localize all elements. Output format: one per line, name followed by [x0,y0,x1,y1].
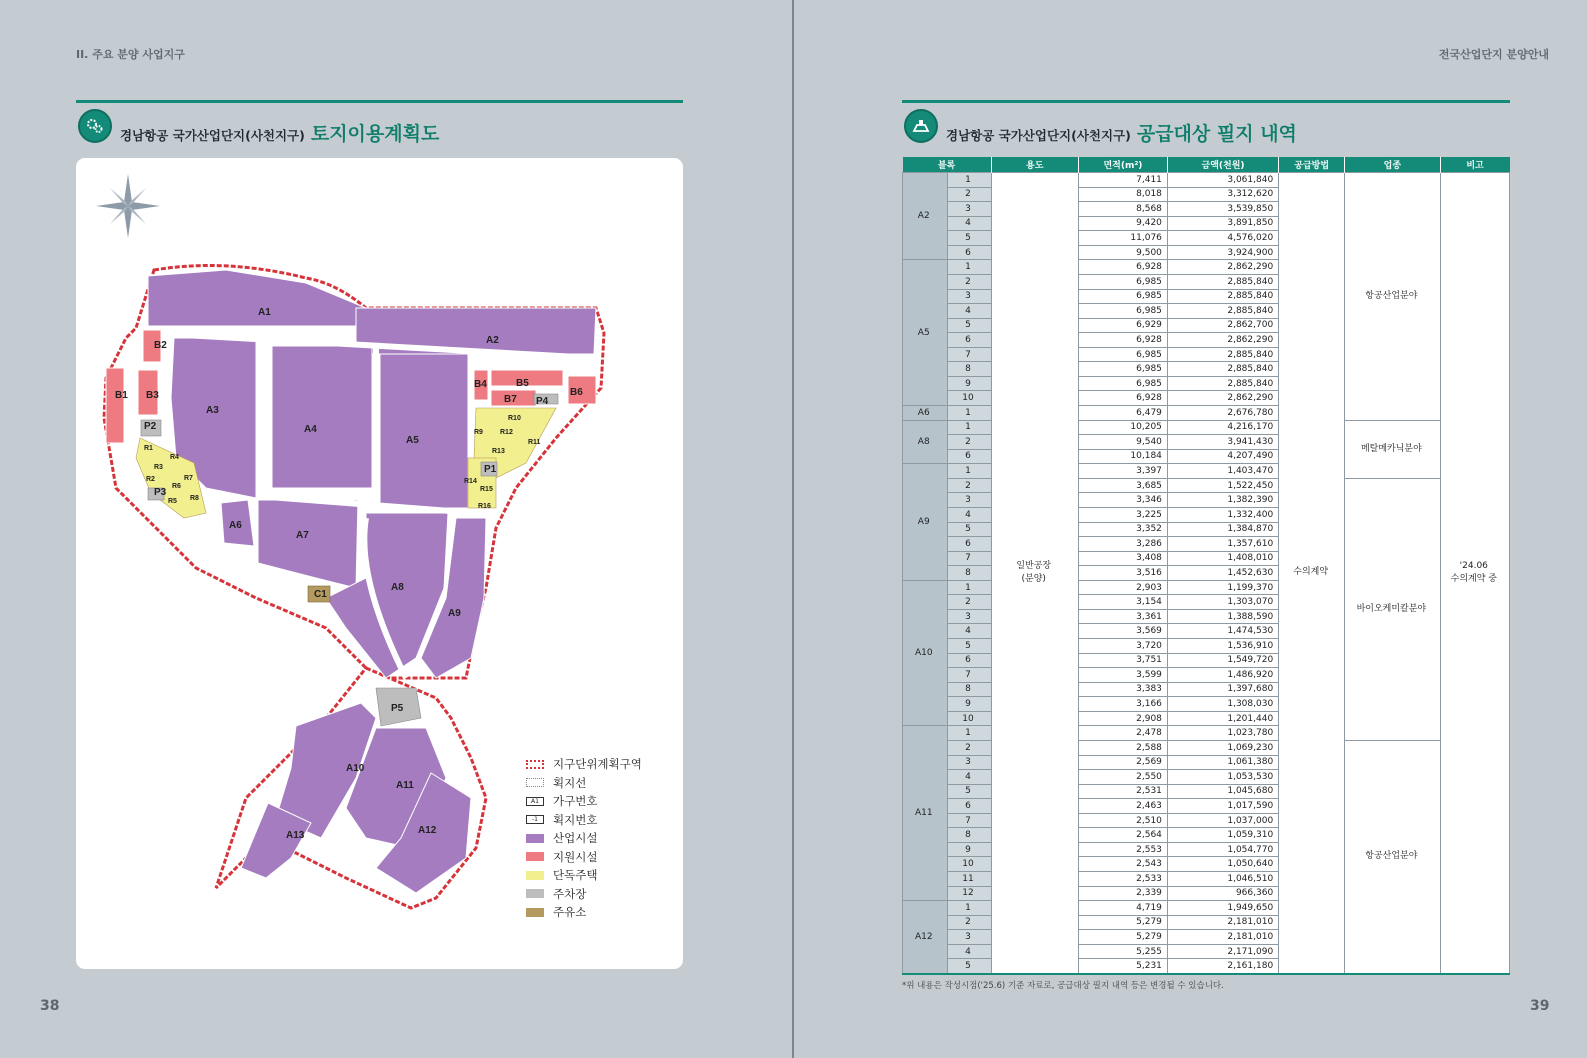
cell-industry: 바이오케미칼분야 [1345,478,1440,740]
table-row [903,173,1510,188]
cell-price: 1,397,680 [1167,682,1278,697]
cell-block: A2 [903,173,948,260]
cell-price: 1,023,780 [1167,726,1278,741]
cell-area: 8,018 [1078,187,1167,202]
cell-lot: 9 [947,842,991,857]
cell-area: 2,569 [1078,755,1167,770]
map-label-b4: B4 [474,379,487,390]
cell-price: 1,050,640 [1167,857,1278,872]
cell-lot: 4 [947,304,991,319]
cell-lot: 1 [947,580,991,595]
cell-area: 2,588 [1078,740,1167,755]
cell-price: 2,885,840 [1167,304,1278,319]
map-label-r1: R1 [144,445,153,452]
map-label-r4: R4 [170,454,179,461]
map-label-r16: R16 [478,503,491,510]
right-section-heading [902,100,1510,155]
cell-price: 1,474,530 [1167,624,1278,639]
right-running-header: 전국산업단지 분양안내 [1438,48,1549,61]
cell-area: 3,397 [1078,464,1167,479]
cell-area: 6,985 [1078,289,1167,304]
map-block-b1 [106,368,124,443]
cell-lot: 5 [947,639,991,654]
cell-area: 2,564 [1078,828,1167,843]
map-label-r8: R8 [190,495,199,502]
cell-price: 1,037,000 [1167,813,1278,828]
cell-area: 11,076 [1078,231,1167,246]
cell-price: 1,388,590 [1167,609,1278,624]
left-running-header: II. 주요 분양 사업지구 [76,48,185,61]
cell-price: 966,360 [1167,886,1278,901]
cell-price: 1,053,530 [1167,770,1278,785]
cell-lot: 7 [947,813,991,828]
map-label-a6: A6 [229,520,242,531]
cell-price: 1,303,070 [1167,595,1278,610]
cell-lot: 6 [947,799,991,814]
cell-price: 2,171,090 [1167,944,1278,959]
cell-price: 4,216,170 [1167,420,1278,435]
cell-area: 3,352 [1078,522,1167,537]
map-label-r14: R14 [464,478,477,485]
legend-item: 주유소 [526,903,642,922]
map-label-a3: A3 [206,405,219,416]
cell-price: 2,862,290 [1167,260,1278,275]
cell-lot: 11 [947,872,991,887]
map-label-r12: R12 [500,429,513,436]
section-title: 토지이용계획도 [310,123,440,145]
map-label-r15: R15 [480,486,493,493]
cell-lot: 2 [947,740,991,755]
cell-price: 2,885,840 [1167,289,1278,304]
cell-area: 6,928 [1078,333,1167,348]
cell-price: 1,059,310 [1167,828,1278,843]
footnote: *위 내용은 작성시점('25.6) 기준 자료로, 공급대상 필지 내역 등은 변경될 수 있습니다. [902,981,1224,991]
legend-item: 산업시설 [526,829,642,848]
cell-lot: 8 [947,828,991,843]
section-subtitle: 경남항공 국가산업단지(사천지구) [120,128,305,143]
cell-area: 3,286 [1078,537,1167,552]
col-header-industry: 업종 [1345,157,1440,173]
cell-price: 1,357,610 [1167,537,1278,552]
land-use-map-card [76,158,683,969]
cell-area: 6,928 [1078,260,1167,275]
cell-industry: 항공산업분야 [1345,740,1440,974]
cell-block: A11 [903,726,948,901]
map-label-r7: R7 [184,475,193,482]
cell-lot: 2 [947,915,991,930]
cell-lot: 9 [947,376,991,391]
map-label-a5: A5 [406,435,419,446]
cell-lot: 6 [947,653,991,668]
cell-area: 6,985 [1078,362,1167,377]
cell-price: 3,539,850 [1167,202,1278,217]
cell-area: 3,154 [1078,595,1167,610]
cell-area: 9,540 [1078,435,1167,450]
cell-lot: 4 [947,944,991,959]
cell-area: 3,599 [1078,668,1167,683]
cell-area: 6,985 [1078,347,1167,362]
map-label-b2: B2 [154,340,167,351]
cell-area: 2,550 [1078,770,1167,785]
cell-lot: 4 [947,624,991,639]
cell-lot: 7 [947,551,991,566]
cell-lot: 3 [947,289,991,304]
cell-block: A9 [903,464,948,581]
map-label-b1: B1 [115,390,128,401]
cell-lot: 1 [947,420,991,435]
cell-lot: 2 [947,274,991,289]
cell-lot: 1 [947,173,991,188]
cell-lot: 9 [947,697,991,712]
cell-lot: 5 [947,231,991,246]
cell-price: 1,046,510 [1167,872,1278,887]
cell-lot: 6 [947,245,991,260]
cell-lot: 6 [947,333,991,348]
cell-area: 6,985 [1078,274,1167,289]
map-label-a12: A12 [418,825,437,836]
cell-lot: 3 [947,609,991,624]
cell-area: 3,225 [1078,507,1167,522]
legend-item: 지구단위계획구역 [526,755,642,774]
compass-rose-icon [96,174,160,238]
cell-lot: 3 [947,202,991,217]
col-header-method: 공급방법 [1279,157,1345,173]
land-parcel-icon [904,109,938,143]
cell-price: 1,549,720 [1167,653,1278,668]
map-label-r13: R13 [492,448,505,455]
cell-price: 1,408,010 [1167,551,1278,566]
cell-industry: 항공산업분야 [1345,173,1440,421]
map-label-c1: C1 [314,589,327,600]
map-label-a8: A8 [391,582,404,593]
cell-area: 7,411 [1078,173,1167,188]
cell-area: 2,903 [1078,580,1167,595]
map-label-p1: P1 [484,464,497,475]
cell-lot: 5 [947,959,991,974]
cell-price: 3,924,900 [1167,245,1278,260]
cell-price: 1,069,230 [1167,740,1278,755]
map-label-r5: R5 [168,498,177,505]
cell-price: 1,452,630 [1167,566,1278,581]
cell-area: 8,568 [1078,202,1167,217]
col-header-price: 금액(천원) [1167,157,1278,173]
cell-price: 1,403,470 [1167,464,1278,479]
cell-lot: 7 [947,347,991,362]
cell-block: A12 [903,901,948,974]
cell-lot: 6 [947,449,991,464]
cell-lot: 6 [947,537,991,552]
right-page-number: 39 [1530,998,1550,1014]
cell-price: 2,885,840 [1167,274,1278,289]
cell-area: 6,985 [1078,376,1167,391]
map-label-r11: R11 [528,439,541,446]
map-label-r3: R3 [154,464,163,471]
cell-price: 3,312,620 [1167,187,1278,202]
cell-price: 2,885,840 [1167,376,1278,391]
cell-area: 5,255 [1078,944,1167,959]
supply-lot-table [902,157,1510,975]
cell-price: 2,181,010 [1167,930,1278,945]
map-label-a4: A4 [304,424,317,435]
cell-lot: 1 [947,726,991,741]
map-label-b3: B3 [146,390,159,401]
cell-area: 6,928 [1078,391,1167,406]
cell-area: 2,531 [1078,784,1167,799]
col-header-remarks: 비고 [1440,157,1509,173]
left-section-heading [76,100,683,155]
cell-price: 2,161,180 [1167,959,1278,974]
cell-lot: 7 [947,668,991,683]
map-label-b7: B7 [504,394,517,405]
cell-remarks: '24.06 수의계약 중 [1440,173,1509,974]
section-title: 공급대상 필지 내역 [1136,123,1297,145]
cell-lot: 4 [947,507,991,522]
map-label-r2: R2 [146,476,155,483]
cell-price: 1,536,910 [1167,639,1278,654]
col-header-area: 면적(m²) [1078,157,1167,173]
cell-price: 1,949,650 [1167,901,1278,916]
cell-lot: 1 [947,406,991,421]
cell-lot: 8 [947,566,991,581]
cell-price: 2,181,010 [1167,915,1278,930]
cell-use: 일반공장 (분양) [991,173,1078,974]
cell-area: 2,543 [1078,857,1167,872]
cell-lot: 4 [947,770,991,785]
cell-area: 9,500 [1078,245,1167,260]
map-label-p3: P3 [154,487,167,498]
cell-area: 2,553 [1078,842,1167,857]
map-label-p2: P2 [144,421,157,432]
map-label-a13: A13 [286,830,305,841]
legend-item: -1 획지번호 [526,811,642,830]
cell-price: 1,308,030 [1167,697,1278,712]
cell-price: 1,045,680 [1167,784,1278,799]
map-label-p5: P5 [391,703,404,714]
legend-item: A1 가구번호 [526,792,642,811]
cell-price: 1,201,440 [1167,711,1278,726]
map-label-b5: B5 [516,378,529,389]
cell-lot: 5 [947,318,991,333]
cell-price: 3,941,430 [1167,435,1278,450]
cell-area: 3,346 [1078,493,1167,508]
cell-lot: 3 [947,930,991,945]
cell-block: A10 [903,580,948,726]
cell-area: 10,205 [1078,420,1167,435]
cell-area: 5,231 [1078,959,1167,974]
cell-price: 4,207,490 [1167,449,1278,464]
cell-lot: 5 [947,522,991,537]
cell-area: 3,408 [1078,551,1167,566]
cell-lot: 1 [947,464,991,479]
map-label-r10: R10 [508,415,521,422]
cell-lot: 8 [947,682,991,697]
cell-lot: 10 [947,857,991,872]
cell-area: 2,510 [1078,813,1167,828]
map-block-a4 [272,346,372,488]
cell-lot: 3 [947,755,991,770]
map-label-a9: A9 [448,608,461,619]
cell-area: 2,478 [1078,726,1167,741]
cell-lot: 1 [947,260,991,275]
cell-price: 2,862,290 [1167,333,1278,348]
cell-price: 2,862,290 [1167,391,1278,406]
map-label-p4: P4 [536,396,549,407]
cell-area: 6,479 [1078,406,1167,421]
cell-lot: 2 [947,595,991,610]
left-page-number: 38 [40,998,60,1014]
map-label-a11: A11 [396,780,414,791]
cell-area: 5,279 [1078,915,1167,930]
cell-price: 2,885,840 [1167,347,1278,362]
map-label-r6: R6 [172,483,181,490]
cell-area: 3,751 [1078,653,1167,668]
cell-price: 1,384,870 [1167,522,1278,537]
cell-price: 3,891,850 [1167,216,1278,231]
cell-block: A5 [903,260,948,406]
cell-price: 1,382,390 [1167,493,1278,508]
cell-price: 1,332,400 [1167,507,1278,522]
cell-lot: 2 [947,478,991,493]
cell-price: 3,061,840 [1167,173,1278,188]
legend-item: 단독주택 [526,866,642,885]
cell-area: 6,985 [1078,304,1167,319]
section-subtitle: 경남항공 국가산업단지(사천지구) [946,128,1131,143]
map-label-a1: A1 [258,307,271,318]
table-header-row [903,157,1510,173]
cell-price: 2,885,840 [1167,362,1278,377]
cell-lot: 2 [947,187,991,202]
map-block-a5 [380,354,468,508]
cell-area: 2,533 [1078,872,1167,887]
cell-area: 3,685 [1078,478,1167,493]
map-label-a2: A2 [486,335,499,346]
cell-lot: 3 [947,493,991,508]
cell-area: 2,463 [1078,799,1167,814]
cell-area: 3,569 [1078,624,1167,639]
cell-area: 3,516 [1078,566,1167,581]
cell-industry: 메탈메카닉분야 [1345,420,1440,478]
map-legend [526,755,642,922]
cell-price: 1,054,770 [1167,842,1278,857]
legend-item: 지원시설 [526,848,642,867]
cell-lot: 4 [947,216,991,231]
cell-lot: 8 [947,362,991,377]
col-header-use: 용도 [991,157,1078,173]
cell-price: 4,576,020 [1167,231,1278,246]
cell-lot: 2 [947,435,991,450]
cell-area: 2,339 [1078,886,1167,901]
page-gutter [792,0,794,1058]
cell-price: 1,522,450 [1167,478,1278,493]
cell-price: 2,676,780 [1167,406,1278,421]
cell-price: 2,862,700 [1167,318,1278,333]
cell-area: 6,929 [1078,318,1167,333]
map-label-a7: A7 [296,530,309,541]
cell-price: 1,017,590 [1167,799,1278,814]
cell-lot: 10 [947,391,991,406]
cell-area: 4,719 [1078,901,1167,916]
cell-area: 5,279 [1078,930,1167,945]
cell-area: 3,166 [1078,697,1167,712]
gears-icon [78,109,112,143]
cell-area: 3,383 [1078,682,1167,697]
cell-area: 3,361 [1078,609,1167,624]
cell-price: 1,199,370 [1167,580,1278,595]
cell-lot: 5 [947,784,991,799]
cell-price: 1,486,920 [1167,668,1278,683]
cell-area: 9,420 [1078,216,1167,231]
cell-lot: 1 [947,901,991,916]
legend-item: 획지선 [526,774,642,793]
cell-lot: 12 [947,886,991,901]
cell-area: 10,184 [1078,449,1167,464]
map-label-b6: B6 [570,387,583,398]
map-label-r9: R9 [474,429,483,436]
cell-area: 2,908 [1078,711,1167,726]
cell-price: 1,061,380 [1167,755,1278,770]
cell-lot: 10 [947,711,991,726]
cell-area: 3,720 [1078,639,1167,654]
legend-item: 주차장 [526,885,642,904]
col-header-block: 블록 [903,157,992,173]
cell-block: A8 [903,420,948,464]
cell-method: 수의계약 [1279,173,1345,974]
map-block-a1 [148,270,366,326]
cell-block: A6 [903,406,948,421]
map-label-a10: A10 [346,763,365,774]
